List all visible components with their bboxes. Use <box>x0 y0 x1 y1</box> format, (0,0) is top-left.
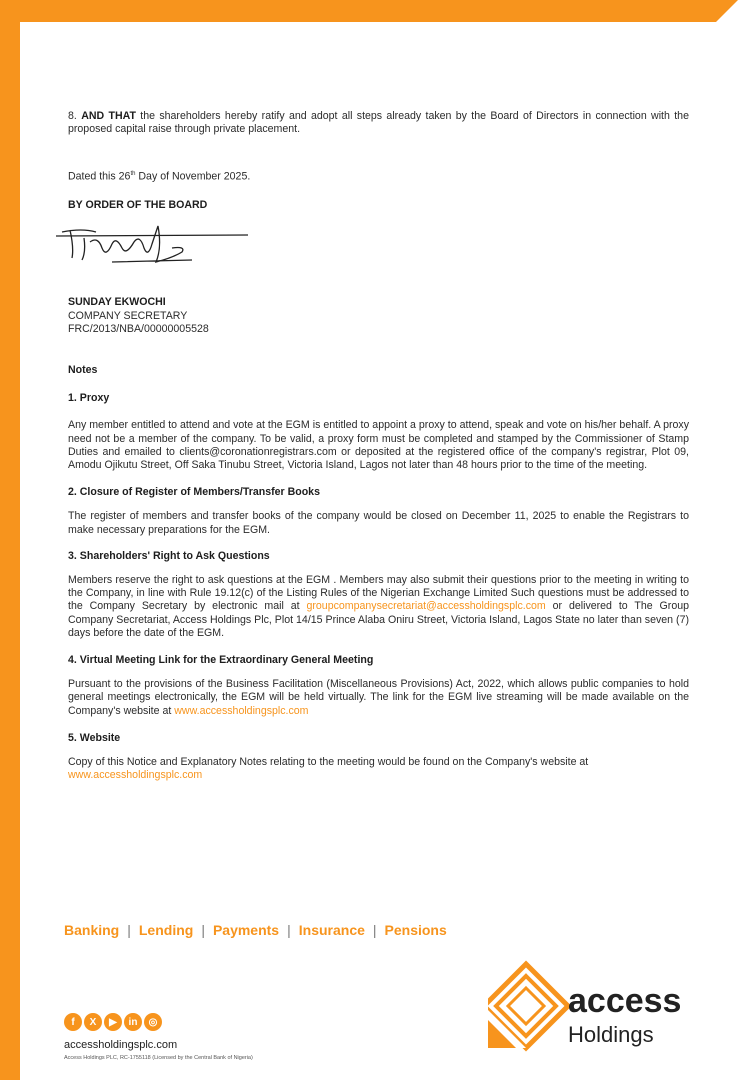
facebook-icon[interactable]: f <box>64 1013 82 1031</box>
secretary-frc: FRC/2013/NBA/00000005528 <box>68 322 209 335</box>
x-icon[interactable]: X <box>84 1013 102 1031</box>
youtube-icon[interactable]: ▶ <box>104 1013 122 1031</box>
service-lending: Lending <box>138 922 194 938</box>
secretariat-email-link[interactable]: groupcompanysecretariat@accessholdingsplc.com <box>306 600 546 613</box>
questions-body: Members reserve the right to ask questions at the EGM . Members may also submit their questions prior to the meeting in writing to the Company, in line with Rule 19.12(c) of the Listing Rules of the Nigerian Exchange Limited Such questions must be addressed to the Company Secretary by electronic mail at groupcompanysecretariat@accessholdingsplc.com or delivered to The Group Company Secretariat, Access Holdings Plc, Plot 14/15 Prince Alaba Oniru Street, Victoria Island, Lagos State no later than seven (7) days before the date of the EGM. <box>68 573 689 639</box>
website-heading: 5. Website <box>68 731 121 744</box>
service-pensions: Pensions <box>384 922 447 938</box>
resolution-8: 8. AND THAT the shareholders hereby ratify and adopt all steps already taken by the Board of Directors in connection with the proposed capital raise through private placement. <box>68 110 689 136</box>
document-body <box>68 110 689 782</box>
secretary-title: COMPANY SECRETARY <box>68 309 188 322</box>
social-icons <box>64 1013 162 1031</box>
virtual-body: Pursuant to the provisions of the Business Facilitation (Miscellaneous Provisions) Act, 2022, which allows public companies to hold general meetings electronically, the EGM will be held virtually. The link for the EGM live streaming will be made available on the Company's website at www.accessholdingsplc.com <box>68 678 689 717</box>
logo-chevron-icon <box>488 964 568 1048</box>
left-orange-bar <box>0 0 20 1080</box>
closure-body: The register of members and transfer books of the company would be closed on December 11, 2025 to enable the Registrars to make necessary preparations for the EGM. <box>68 510 689 536</box>
instagram-icon[interactable]: ◎ <box>144 1013 162 1031</box>
virtual-website-link[interactable]: www.accessholdingsplc.com <box>174 704 309 717</box>
secretary-name: SUNDAY EKWOCHI <box>68 296 166 309</box>
proxy-heading: 1. Proxy <box>68 392 110 405</box>
questions-heading: 3. Shareholders' Right to Ask Questions <box>68 549 270 562</box>
proxy-body: Any member entitled to attend and vote at the EGM is entitled to appoint a proxy to attend, speak and vote on his/her behalf. A proxy need not be a member of the company. To be valid, a proxy form must be completed and stamped by the Commissioner of Stamp Duties and emailed to clients@coronationregistrars.com or deposited at the registered office of the company's registrar, Plot 09, Amodu Ojikutu Street, Off Saka Tinubu Street, Victoria Island, Lagos not later than 48 hours prior to the time of the meeting. <box>68 419 689 471</box>
service-payments: Payments <box>212 922 280 938</box>
footer-legal: Access Holdings PLC, RC-1755118 (Licensed by the Central Bank of Nigeria) <box>64 1055 253 1061</box>
service-insurance: Insurance <box>298 922 365 938</box>
access-holdings-logo <box>488 960 698 1052</box>
logo-word-access: access <box>568 982 682 1020</box>
top-orange-band <box>0 0 738 22</box>
notes-title: Notes <box>68 363 98 376</box>
by-order-heading: BY ORDER OF THE BOARD <box>68 199 208 212</box>
logo-word-holdings: Holdings <box>568 1022 654 1047</box>
closure-heading: 2. Closure of Register of Members/Transfer Books <box>68 486 320 499</box>
website-body: Copy of this Notice and Explanatory Notes relating to the meeting would be found on the Company's website at www.accessholdingsplc.com <box>68 756 589 782</box>
website-link[interactable]: www.accessholdingsplc.com <box>68 769 203 782</box>
dated-line: Dated this 26th Day of November 2025. <box>68 170 251 183</box>
footer-website[interactable]: accessholdingsplc.com <box>64 1039 178 1051</box>
services-strip: Banking | Lending | Payments | Insurance | Pensions <box>64 922 447 938</box>
service-banking: Banking <box>64 922 120 938</box>
virtual-heading: 4. Virtual Meeting Link for the Extraordinary General Meeting <box>68 654 374 666</box>
signature-image <box>52 218 252 268</box>
linkedin-icon[interactable]: in <box>124 1013 142 1031</box>
